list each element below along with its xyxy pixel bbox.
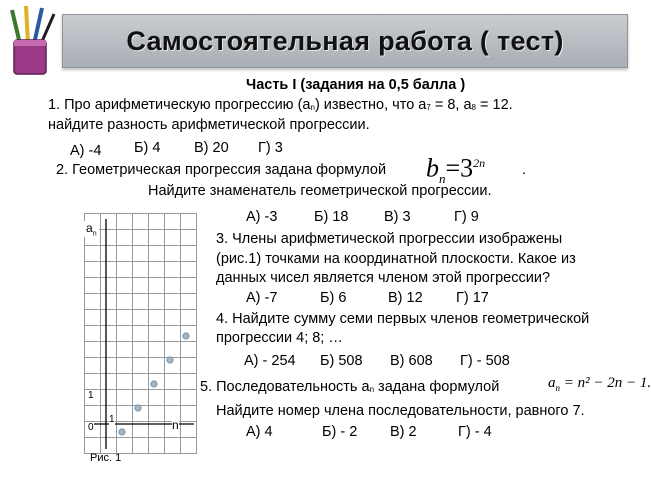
pencil-cup-icon: [4, 4, 62, 76]
q1-option-c[interactable]: В) 20: [194, 140, 229, 156]
q3-option-b[interactable]: Б) 6: [320, 290, 347, 306]
q2-option-d[interactable]: Г) 9: [454, 209, 479, 225]
q1-option-d[interactable]: Г) 3: [258, 140, 283, 156]
q5-option-a[interactable]: А) 4: [246, 424, 273, 440]
question-5-line-1: 5. Последовательность $а_n$ задана формулой: [200, 379, 500, 395]
question-2-line-2: Найдите знаменатель геометрической прогрессии.: [148, 183, 492, 199]
coordinate-plot: [84, 213, 198, 455]
y-axis-label: $a_n$: [86, 221, 97, 238]
question-5-line-2: Найдите номер члена последовательности, равного 7.: [216, 403, 585, 419]
question-3-line-2: (рис.1) точками на координатной плоскости. Какое из: [216, 251, 576, 267]
q5-formula: $a_n = n^2 - 2n - 1$.: [548, 375, 651, 393]
q2-option-a[interactable]: А) -3: [246, 209, 278, 225]
page-title: Самостоятельная работа ( тест): [126, 25, 564, 56]
q5-option-c[interactable]: В) 2: [390, 424, 417, 440]
q3-option-d[interactable]: Г) 17: [456, 290, 489, 306]
question-4-line-1: 4. Найдите сумму семи первых членов геометрической: [216, 311, 590, 327]
q4-option-c[interactable]: В) 608: [390, 353, 433, 369]
q1-option-b[interactable]: Б) 4: [134, 140, 161, 156]
x-tick-label: 1: [109, 414, 115, 425]
q4-option-d[interactable]: Г) - 508: [460, 353, 510, 369]
question-2-line-1: 2. Геометрическая прогрессия задана формулой: [56, 162, 387, 178]
q1-option-a[interactable]: А) -4: [70, 143, 102, 159]
question-1-line-2: найдите разность арифметической прогрессии.: [48, 117, 370, 133]
plot-point-4: [167, 357, 173, 363]
plot-point-5: [183, 333, 189, 339]
question-1-line-1: 1. Про арифметическую прогрессию $(а_n)$ известно, что $а_7 = 8$, $а_8 = 12$.: [48, 97, 513, 113]
plot-point-1: [119, 429, 125, 435]
origin-label: 0: [88, 422, 94, 433]
figure-caption: Рис. 1: [90, 452, 122, 464]
y-tick-label: 1: [88, 390, 94, 401]
q2-formula: $b_n=3^{2n}$: [426, 153, 486, 186]
question-3-line-3: данных чисел является членом этой прогрессии?: [216, 270, 551, 286]
title-bar: [62, 14, 628, 68]
q3-option-c[interactable]: В) 12: [388, 290, 423, 306]
part-heading: Часть I (задания на 0,5 балла ): [246, 77, 466, 93]
q5-option-d[interactable]: Г) - 4: [458, 424, 492, 440]
question-3-line-1: 3. Члены арифметической прогрессии изображены: [216, 231, 563, 247]
q2-formula-period: .: [522, 162, 527, 178]
question-4-line-2: прогрессии 4; 8; …: [216, 330, 343, 346]
q4-option-b[interactable]: Б) 508: [320, 353, 363, 369]
x-axis-label: n: [172, 418, 179, 432]
plot-point-3: [151, 381, 157, 387]
q3-option-a[interactable]: А) -7: [246, 290, 278, 306]
q5-option-b[interactable]: Б) - 2: [322, 424, 358, 440]
q2-option-c[interactable]: В) 3: [384, 209, 411, 225]
plot-point-2: [135, 405, 141, 411]
q2-option-b[interactable]: Б) 18: [314, 209, 349, 225]
q4-option-a[interactable]: А) - 254: [244, 353, 296, 369]
